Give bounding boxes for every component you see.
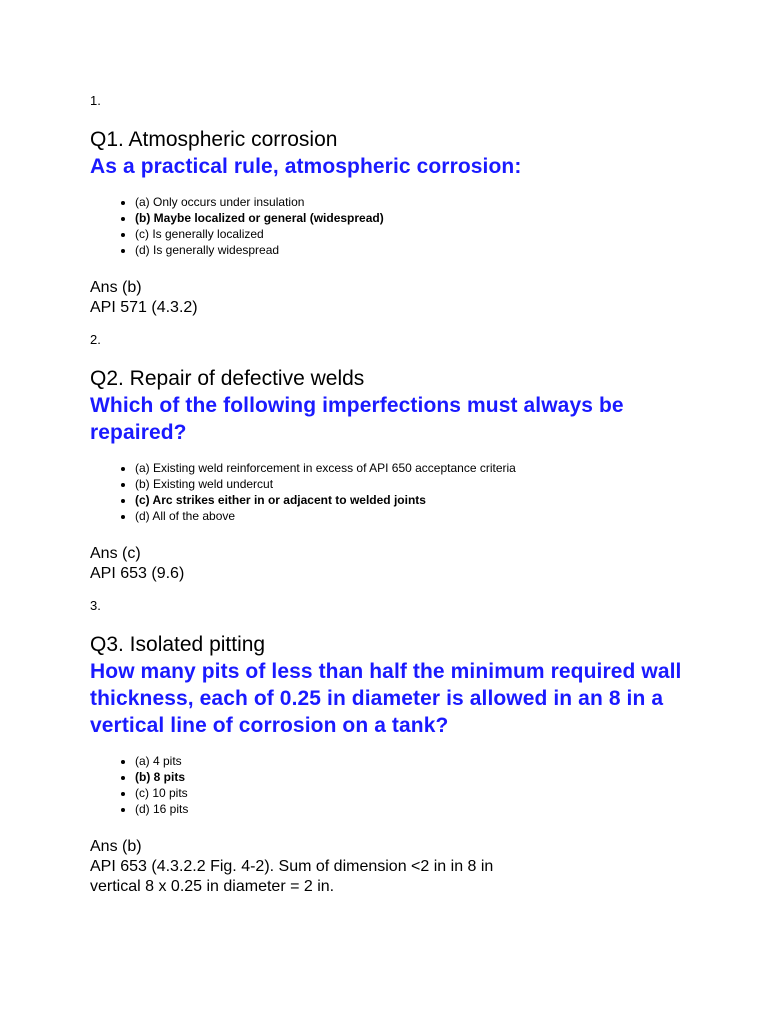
option-d: • (d) Is generally widespread <box>135 242 730 258</box>
question-prompt: Which of the following imperfections must always be repaired? <box>90 394 624 444</box>
question-number: 1. <box>90 93 101 108</box>
question-block <box>90 332 730 584</box>
question-prompt: As a practical rule, atmospheric corrosion: <box>90 155 522 178</box>
option-a: • (a) Only occurs under insulation <box>135 194 730 210</box>
answer-text: Ans (c) <box>90 545 141 562</box>
option-a: • (a) 4 pits <box>135 753 730 769</box>
option-b: • (b) 8 pits <box>135 769 730 785</box>
question-title: Q2. Repair of defective welds <box>90 367 365 390</box>
reference-line: API 571 (4.3.2) <box>90 299 198 316</box>
question-block <box>90 598 730 897</box>
question-prompt: How many pits of less than half the minimum required wall thickness, each of 0.25 in diameter is allowed in an 8 in a vertical line of corrosion on a tank? <box>90 660 682 737</box>
reference-line: vertical 8 x 0.25 in diameter = 2 in. <box>90 878 335 895</box>
option-b: • (b) Existing weld undercut <box>135 476 730 492</box>
question-title: Q1. Atmospheric corrosion <box>90 128 338 151</box>
answer-text: Ans (b) <box>90 838 142 855</box>
reference-line: API 653 (4.3.2.2 Fig. 4-2). Sum of dimension <2 in in 8 in <box>90 858 494 875</box>
reference-line: API 653 (9.6) <box>90 565 185 582</box>
quiz-content <box>90 93 730 908</box>
options-list <box>90 194 730 258</box>
question-title: Q3. Isolated pitting <box>90 633 266 656</box>
option-b: • (b) Maybe localized or general (widespread) <box>135 210 730 226</box>
options-list <box>90 753 730 817</box>
answer-text: Ans (b) <box>90 279 142 296</box>
option-c: • (c) 10 pits <box>135 785 730 801</box>
option-c: • (c) Is generally localized <box>135 226 730 242</box>
option-a: • (a) Existing weld reinforcement in excess of API 650 acceptance criteria <box>135 460 730 476</box>
option-c: • (c) Arc strikes either in or adjacent to welded joints <box>135 492 730 508</box>
options-list <box>90 460 730 524</box>
question-number: 2. <box>90 332 101 347</box>
question-block <box>90 93 730 318</box>
option-d: • (d) 16 pits <box>135 801 730 817</box>
question-number: 3. <box>90 598 101 613</box>
option-d: • (d) All of the above <box>135 508 730 524</box>
